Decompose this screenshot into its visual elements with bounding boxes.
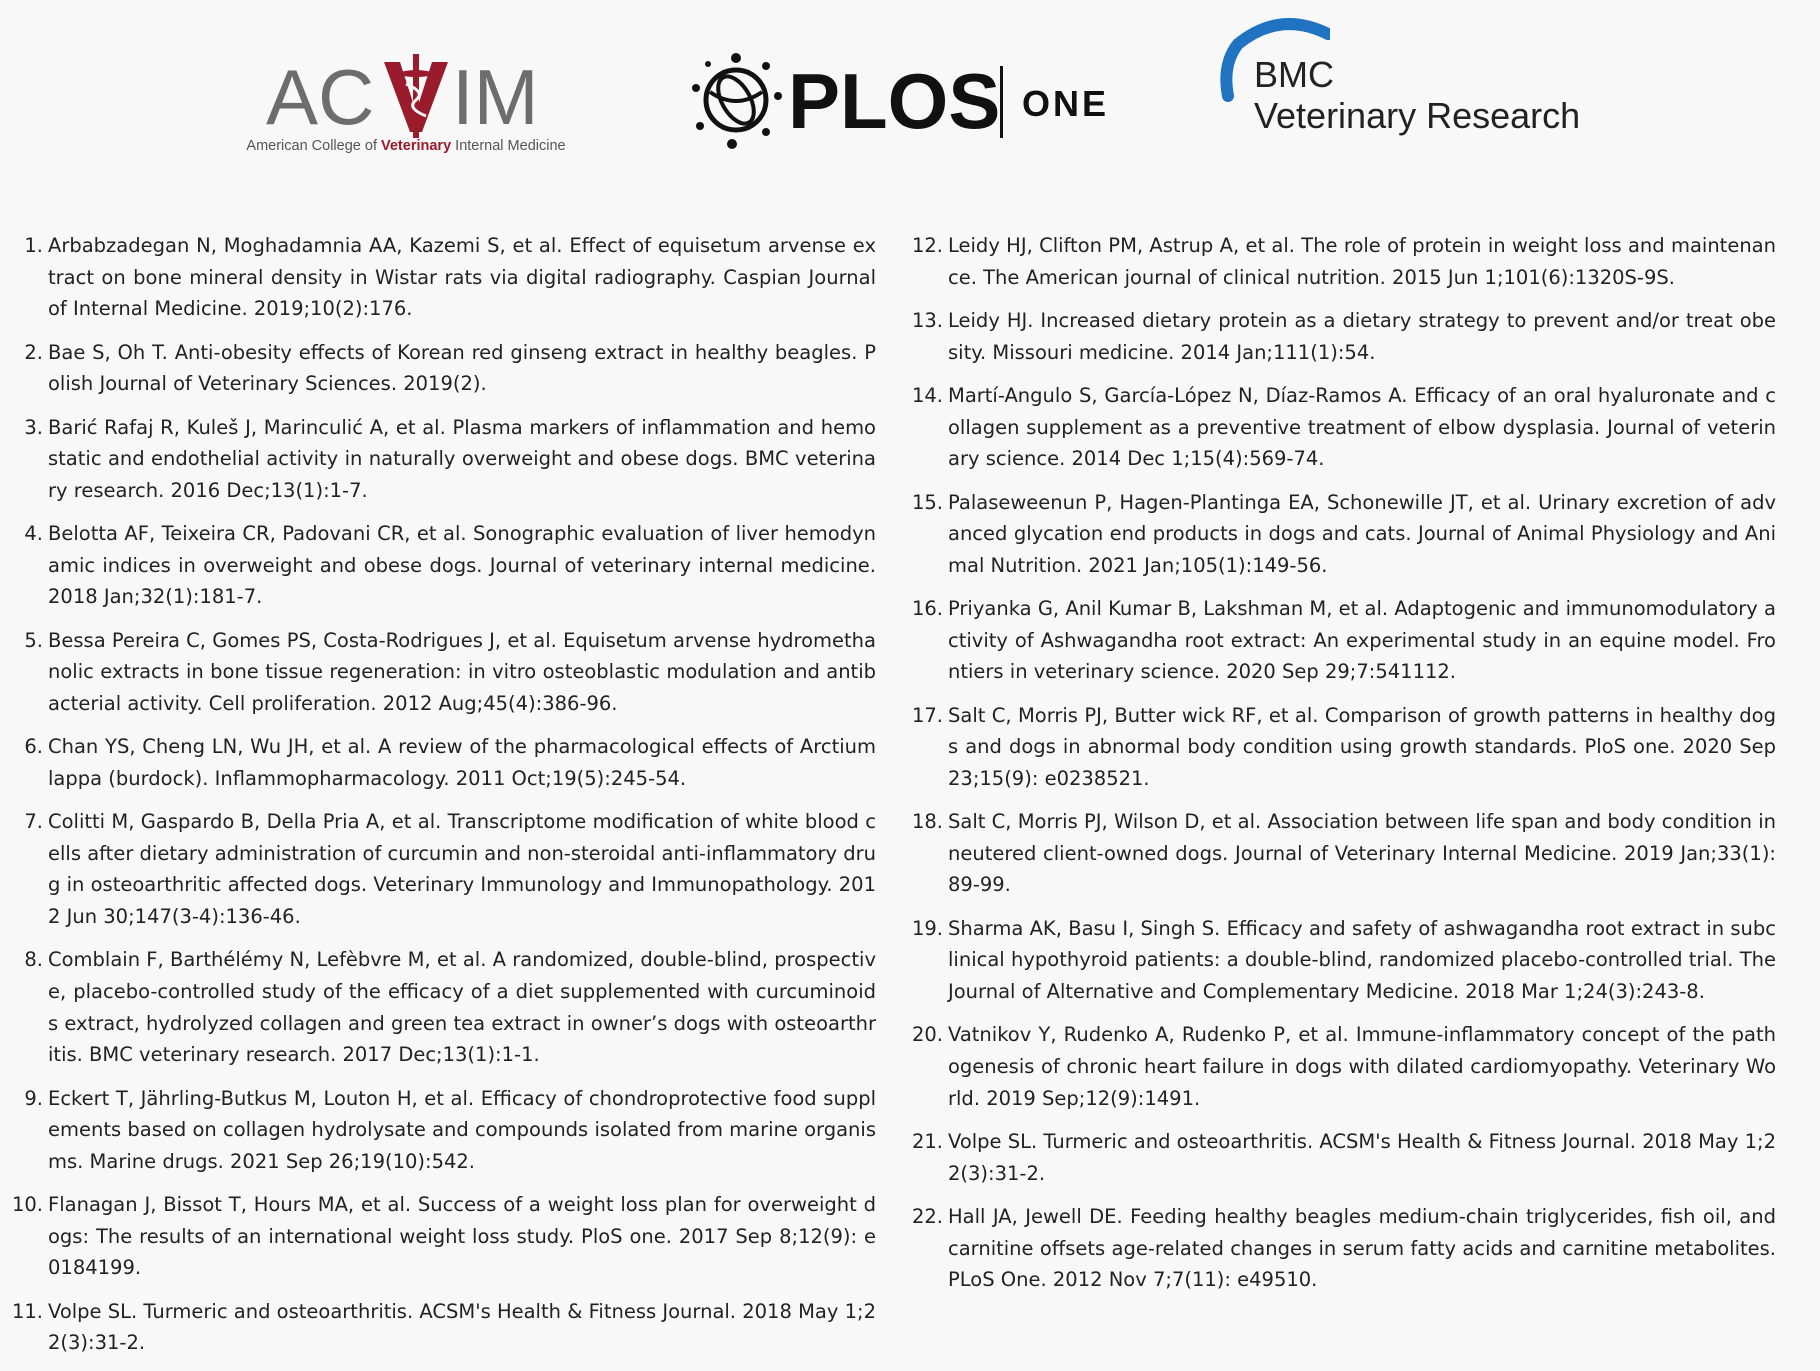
- reference-number: 2.: [24, 340, 43, 364]
- acvim-logo: [246, 42, 566, 162]
- reference-text: Chan YS, Cheng LN, Wu JH, et al. A review of the pharmacological effects of Arctium lappa (burdock). Inflammopharmacology. 2011 Oct;19(5):245-54.: [48, 735, 876, 790]
- reference-item: [6, 412, 876, 507]
- reference-number: 9.: [24, 1086, 43, 1110]
- reference-item: [6, 944, 876, 1070]
- reference-number: 15.: [911, 490, 943, 514]
- reference-number: 10.: [11, 1193, 43, 1217]
- reference-number: 13.: [911, 308, 943, 332]
- reference-text: Bessa Pereira C, Gomes PS, Costa-Rodrigues J, et al. Equisetum arvense hydromethanolic extracts in bone tissue regeneration: in vitro osteoblastic modulation and antibacterial activity. Cell proliferation. 2012 Aug;45(4):386-96.: [48, 628, 876, 715]
- references-left-column: [6, 230, 876, 1371]
- plos-suffix: ONE: [1022, 83, 1110, 124]
- reference-item: [6, 806, 876, 932]
- reference-text: Comblain F, Barthélémy N, Lefèbvre M, et al. A randomized, double-blind, prospective, placebo-controlled study of the efficacy of a diet supplemented with curcuminoids extract, hydrolyzed collagen and green tea extract in owner’s dogs with osteoarthritis. BMC veterinary research. 2017 Dec;13(1):1-1.: [48, 948, 876, 1067]
- reference-item: [6, 518, 876, 613]
- reference-text: Leidy HJ. Increased dietary protein as a dietary strategy to prevent and/or treat obesity. Missouri medicine. 2014 Jan;111(1):54.: [948, 308, 1776, 364]
- bmc-subtitle: Veterinary Research: [1254, 95, 1581, 136]
- reference-number: 11.: [11, 1299, 43, 1323]
- reference-text: Colitti M, Gaspardo B, Della Pria A, et al. Transcriptome modification of white blood cells after dietary administration of curcumin and non-steroidal anti-inflammatory drug in osteoarthritic affected dogs. Veterinary Immunology and Immunopathology. 2012 Jun 30;147(3-4):136-46.: [48, 810, 876, 929]
- reference-text: Leidy HJ, Clifton PM, Astrup A, et al. The role of protein in weight loss and maintenance. The American journal of clinical nutrition. 2015 Jun 1;101(6):1320S-9S.: [948, 234, 1776, 289]
- acvim-subtitle-after: Internal Medicine: [451, 138, 566, 154]
- reference-text: Bae S, Oh T. Anti-obesity effects of Korean red ginseng extract in healthy beagles. Polish Journal of Veterinary Sciences. 2019(2).: [48, 340, 876, 396]
- plos-divider: [1000, 66, 1003, 138]
- reference-text: Martí-Angulo S, García-López N, Díaz-Ramos A. Efficacy of an oral hyaluronate and collagen supplement as a preventive treatment of elbow dysplasia. Journal of veterinary science. 2014 Dec 1;15(4):569-74.: [948, 383, 1776, 471]
- reference-item: [6, 1296, 876, 1359]
- reference-text: Vatnikov Y, Rudenko A, Rudenko P, et al. Immune-inflammatory concept of the pathogenesis of chronic heart failure in dogs with dilated cardiomyopathy. Veterinary World. 2019 Sep;12(9):1491.: [948, 1023, 1776, 1110]
- reference-text: Salt C, Morris PJ, Wilson D, et al. Association between life span and body condition in neutered client-owned dogs. Journal of Veterinary Internal Medicine. 2019 Jan;33(1):89-99.: [948, 810, 1776, 897]
- reference-number: 5.: [24, 628, 43, 652]
- reference-text: Volpe SL. Turmeric and osteoarthritis. ACSM's Health & Fitness Journal. 2018 May 1;22(3):31-2.: [48, 1299, 876, 1355]
- bmc-title: BMC: [1254, 54, 1334, 95]
- reference-number: 17.: [911, 703, 943, 727]
- reference-number: 18.: [911, 810, 943, 834]
- reference-number: 6.: [24, 735, 43, 759]
- acvim-mark-right: IM: [452, 53, 539, 141]
- reference-number: 8.: [24, 948, 43, 972]
- reference-number: 3.: [24, 415, 43, 439]
- plos-globe-icon: [692, 53, 782, 149]
- reference-item: [906, 1201, 1776, 1296]
- acvim-mark-left: AC: [266, 53, 375, 141]
- reference-item: [906, 230, 1776, 293]
- reference-number: 4.: [24, 522, 43, 546]
- acvim-wordmark-graphic: [266, 54, 556, 144]
- reference-item: [906, 1126, 1776, 1189]
- reference-item: [6, 230, 876, 325]
- reference-item: [906, 380, 1776, 475]
- reference-text: Arbabzadegan N, Moghadamnia AA, Kazemi S, et al. Effect of equisetum arvense extract on bone mineral density in Wistar rats via digital radiography. Caspian Journal of Internal Medicine. 2019;10(2):176.: [48, 234, 876, 321]
- reference-item: [6, 1189, 876, 1284]
- reference-text: Hall JA, Jewell DE. Feeding healthy beagles medium-chain triglycerides, fish oil, and carnitine offsets age-related changes in serum fatty acids and carnitine metabolites. PLoS One. 2012 Nov 7;7(11): e49510.: [948, 1205, 1776, 1292]
- reference-number: 19.: [911, 916, 943, 940]
- reference-text: Belotta AF, Teixeira CR, Padovani CR, et al. Sonographic evaluation of liver hemodynamic indices in overweight and obese dogs. Journal of veterinary internal medicine. 2018 Jan;32(1):181-7.: [48, 522, 876, 609]
- acvim-wordmark: [266, 54, 556, 144]
- reference-number: 12.: [911, 234, 943, 257]
- acvim-subtitle: [246, 138, 566, 154]
- plos-one-logo: [692, 52, 1112, 152]
- reference-number: 16.: [911, 597, 943, 621]
- plos-wordmark: PLOS: [788, 57, 1001, 145]
- reference-item: [6, 337, 876, 400]
- reference-text: Priyanka G, Anil Kumar B, Lakshman M, et al. Adaptogenic and immunomodulatory activity of Ashwagandha root extract: An experimental study in an equine model. Frontiers in veterinary science. 2020 Sep 29;7:541112.: [948, 597, 1776, 684]
- reference-item: [6, 1083, 876, 1178]
- references-right-column: [906, 230, 1776, 1308]
- reference-item: [6, 731, 876, 794]
- caduceus-v-icon: [384, 54, 448, 138]
- reference-number: 20.: [911, 1023, 943, 1047]
- plos-one-graphic: [692, 52, 1112, 152]
- reference-item: [906, 913, 1776, 1008]
- reference-number: 14.: [911, 383, 943, 407]
- reference-item: [906, 593, 1776, 688]
- reference-number: 1.: [24, 234, 43, 257]
- reference-text: Palaseweenun P, Hagen-Plantinga EA, Schonewille JT, et al. Urinary excretion of advanced glycation end products in dogs and cats. Journal of Animal Physiology and Animal Nutrition. 2021 Jan;105(1):149-56.: [948, 490, 1776, 577]
- bmc-logo: [1220, 14, 1620, 154]
- reference-item: [906, 700, 1776, 795]
- reference-number: 7.: [24, 810, 43, 834]
- acvim-subtitle-highlight: Veterinary: [381, 138, 452, 154]
- reference-text: Flanagan J, Bissot T, Hours MA, et al. Success of a weight loss plan for overweight dogs: The results of an international weight loss study. PloS one. 2017 Sep 8;12(9): e0184199.: [48, 1193, 876, 1280]
- reference-text: Salt C, Morris PJ, Butter wick RF, et al. Comparison of growth patterns in healthy dogs and dogs in abnormal body condition using growth standards. PloS one. 2020 Sep 23;15(9): e0238521.: [948, 703, 1776, 790]
- reference-number: 22.: [911, 1205, 943, 1228]
- logo-bar: [0, 0, 1820, 200]
- reference-number: 21.: [911, 1130, 943, 1154]
- reference-text: Volpe SL. Turmeric and osteoarthritis. ACSM's Health & Fitness Journal. 2018 May 1;22(3):31-2.: [948, 1130, 1776, 1185]
- reference-item: [906, 487, 1776, 582]
- reference-item: [6, 625, 876, 720]
- reference-item: [906, 1019, 1776, 1114]
- reference-item: [906, 305, 1776, 368]
- reference-text: Sharma AK, Basu I, Singh S. Efficacy and safety of ashwagandha root extract in subclinical hypothyroid patients: a double-blind, randomized placebo-controlled trial. The Journal of Alternative and Complementary Medicine. 2018 Mar 1;24(3):243-8.: [948, 916, 1776, 1004]
- reference-text: Barić Rafaj R, Kuleš J, Marinculić A, et al. Plasma markers of inflammation and hemostatic and endothelial activity in naturally overweight and obese dogs. BMC veterinary research. 2016 Dec;13(1):1-7.: [48, 415, 876, 502]
- acvim-subtitle-before: American College of: [246, 138, 381, 154]
- reference-item: [906, 806, 1776, 901]
- reference-text: Eckert T, Jährling-Butkus M, Louton H, et al. Efficacy of chondroprotective food supplements based on collagen hydrolysate and compounds isolated from marine organisms. Marine drugs. 2021 Sep 26;19(10):542.: [48, 1086, 876, 1173]
